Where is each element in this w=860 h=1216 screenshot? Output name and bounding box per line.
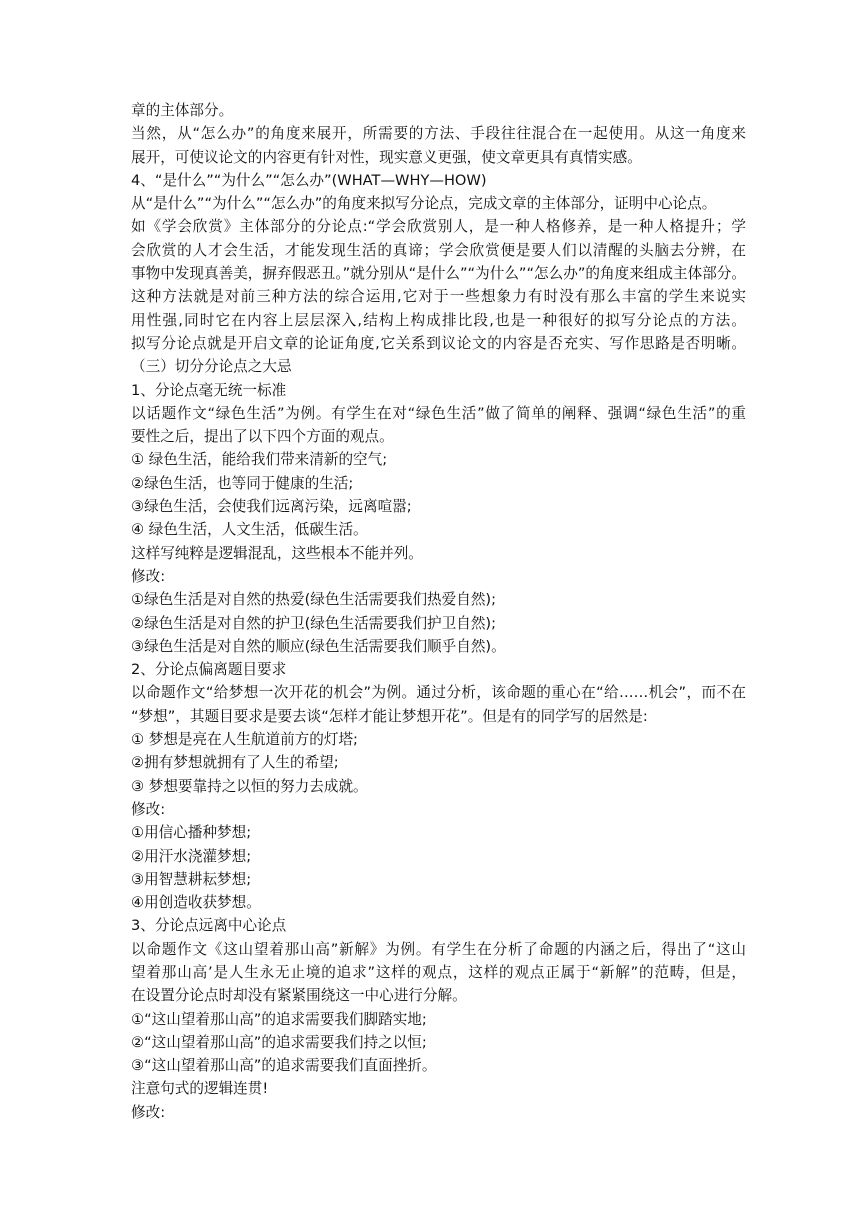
text-line: 注意句式的逻辑连贯! — [131, 1080, 269, 1098]
text-line: ②绿色生活，也等同于健康的生活; — [131, 474, 354, 492]
text-line: ②拥有梦想就拥有了人生的希望; — [131, 754, 339, 772]
text-line: ①绿色生活是对自然的热爱(绿色生活需要我们热爱自然); — [131, 591, 497, 609]
text-line: ③绿色生活，会使我们远离污染，远离喧嚣; — [131, 498, 412, 516]
text-line: 修改: — [131, 567, 166, 585]
text-line: ① 绿色生活，能给我们带来清新的空气; — [131, 451, 388, 469]
text-line: 事物中发现真善美，摒弃假恶丑。”就分别从“是什么”“为什么”“怎么办”的角度来组成主体部分。 — [131, 265, 746, 283]
text-line: 会欣赏的人才会生活，才能发现生活的真谛；学会欣赏便是要人们以清醒的头脑去分辨，在 — [131, 241, 746, 259]
text-line: ④ 绿色生活，人文生活，低碳生活。 — [131, 521, 368, 539]
text-line: 拟写分论点就是开启文章的论证角度,它关系到议论文的内容是否充实、写作思路是否明晰。 — [131, 334, 746, 352]
text-line: 修改: — [131, 1103, 166, 1121]
text-line: 展开，可使议论文的内容更有针对性，现实意义更强，使文章更具有真情实感。 — [131, 148, 642, 166]
text-line: ①“这山望着那山高”的追求需要我们脚踏实地; — [131, 1010, 427, 1028]
text-line: 要性之后，提出了以下四个方面的观点。 — [131, 428, 394, 446]
text-line: ③用智慧耕耘梦想; — [131, 870, 252, 888]
text-line: 章的主体部分。 — [131, 102, 234, 119]
text-line: 2、分论点偏离题目要求 — [131, 661, 287, 679]
text-line: ②用汗水浇灌梦想; — [131, 847, 252, 865]
text-line: 4、“是什么”“为什么”“怎么办”(WHAT—WHY—HOW) — [131, 171, 487, 189]
text-line: 如《学会欣赏》主体部分的分论点:“学会欣赏别人，是一种人格修养，是一种人格提升；学 — [131, 218, 746, 236]
text-line: ① 梦想是亮在人生航道前方的灯塔; — [131, 731, 358, 749]
text-line: 从“是什么”“为什么”“怎么办”的角度来拟写分论点，完成文章的主体部分，证明中心论点。 — [131, 195, 717, 213]
text-line: 以命题作文“给梦想一次开花的机会”为例。通过分析，该命题的重心在“给……机会”，而不在 — [131, 684, 746, 702]
text-line: 望着那山高’是人生永无止境的追求”这样的观点，这样的观点正属于“新解”的范畴，但是， — [131, 963, 746, 981]
text-line: 用性强,同时它在内容上层层深入,结构上构成排比段,也是一种很好的拟写分论点的方法。 — [131, 311, 746, 329]
text-line: ①用信心播种梦想; — [131, 824, 252, 842]
text-line: 1、分论点毫无统一标准 — [131, 381, 287, 399]
text-line: ③“这山望着那山高”的追求需要我们直面挫折。 — [131, 1057, 437, 1075]
text-line: 3、分论点远离中心论点 — [131, 917, 287, 935]
text-line: 当然，从“怎么办”的角度来展开，所需要的方法、手段往往混合在一起使用。从这一角度来 — [131, 125, 746, 143]
text-line: ③ 梦想要靠持之以恒的努力去成就。 — [131, 777, 368, 795]
text-line: ③绿色生活是对自然的顺应(绿色生活需要我们顺乎自然)。 — [131, 637, 506, 655]
text-line: ②“这山望着那山高”的追求需要我们持之以恒; — [131, 1033, 427, 1051]
text-line: （三）切分分论点之大忌 — [131, 358, 292, 376]
text-line: 以话题作文“绿色生活”为例。有学生在对“绿色生活”做了简单的阐释、强调“绿色生活”的重 — [131, 404, 746, 422]
text-line: 修改: — [131, 800, 166, 818]
text-line: “梦想”，其题目要求是要去谈“怎样才能让梦想开花”。但是有的同学写的居然是: — [131, 707, 648, 725]
text-line: 在设置分论点时却没有紧紧围绕这一中心进行分解。 — [131, 987, 467, 1005]
text-line: 以命题作文《这山望着那山高”新解》为例。有学生在分析了命题的内涵之后，得出了“这山 — [131, 940, 746, 958]
text-line: 这样写纯粹是逻辑混乱，这些根本不能并列。 — [131, 544, 423, 562]
document-body — [131, 99, 746, 1124]
text-line: ②绿色生活是对自然的护卫(绿色生活需要我们护卫自然); — [131, 614, 497, 632]
text-line: ④用创造收获梦想。 — [131, 894, 261, 912]
text-line: 这种方法就是对前三种方法的综合运用,它对于一些想象力有时没有那么丰富的学生来说实 — [131, 288, 746, 306]
